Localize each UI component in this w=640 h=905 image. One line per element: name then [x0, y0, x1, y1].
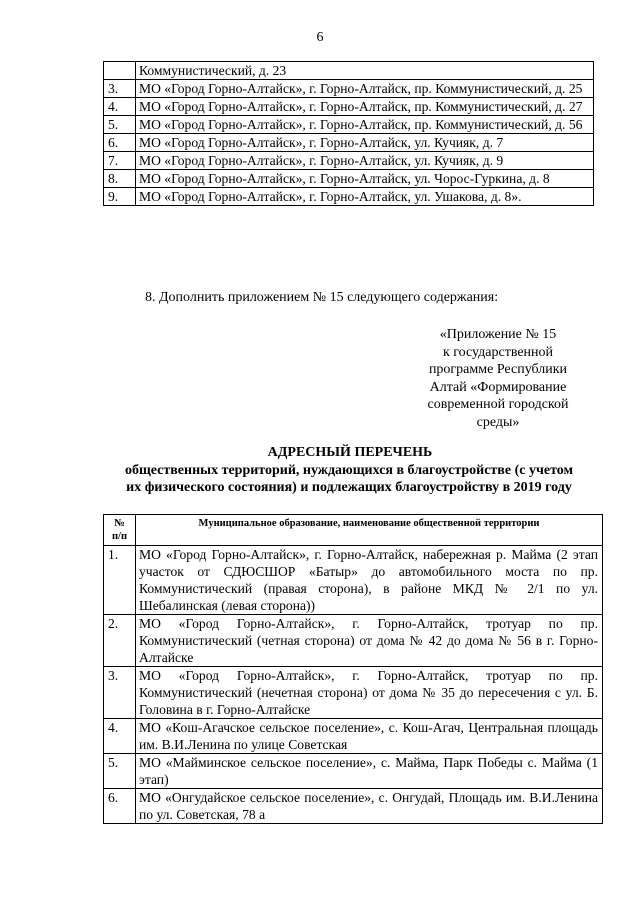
row-number: 5.	[104, 116, 136, 134]
table-row	[104, 170, 594, 188]
row-number: 9.	[104, 188, 136, 206]
table-header-row	[104, 515, 603, 546]
row-text: МО «Онгудайское сельское поселение», с. Онгудай, Площадь им. В.И.Ленина по ул. Советская, 78 а	[136, 789, 603, 824]
row-text: МО «Город Горно-Алтайск», г. Горно-Алтайск, тротуар по пр. Коммунистический (нечетная сторона) от дома № 35 до пересечения с ул. Б. Головина в г. Горно-Алтайске	[136, 667, 603, 719]
row-number: 2.	[104, 615, 136, 667]
table-row	[104, 754, 603, 789]
public-territories-table	[103, 514, 603, 824]
table-row	[104, 667, 603, 719]
row-text: МО «Кош-Агачское сельское поселение», с. Кош-Агач, Центральная площадь им. В.И.Ленина по улице Советская	[136, 719, 603, 754]
row-number: 3.	[104, 667, 136, 719]
row-text: МО «Город Горно-Алтайск», г. Горно-Алтайск, ул. Чорос-Гуркина, д. 8	[136, 170, 594, 188]
row-text: МО «Город Горно-Алтайск», г. Горно-Алтайск, ул. Кучияк, д. 9	[136, 152, 594, 170]
row-number: 5.	[104, 754, 136, 789]
table-row	[104, 719, 603, 754]
row-number: 3.	[104, 80, 136, 98]
row-text: МО «Город Горно-Алтайск», г. Горно-Алтайск, ул. Ушакова, д. 8».	[136, 188, 594, 206]
table-row	[104, 789, 603, 824]
row-number: 6.	[104, 789, 136, 824]
row-text: МО «Город Горно-Алтайск», г. Горно-Алтайск, пр. Коммунистический, д. 25	[136, 80, 594, 98]
header-number: № п/п	[104, 515, 136, 546]
header-territory: Муниципальное образование, наименование общественной территории	[136, 515, 603, 546]
address-table-continued	[103, 61, 594, 206]
row-text: МО «Город Горно-Алтайск», г. Горно-Алтайск, пр. Коммунистический, д. 56	[136, 116, 594, 134]
row-number: 7.	[104, 152, 136, 170]
row-text: МО «Город Горно-Алтайск», г. Горно-Алтайск, тротуар по пр. Коммунистический (четная сторона) от дома № 42 до дома № 56 в г. Горно-Алтайске	[136, 615, 603, 667]
table-row	[104, 98, 594, 116]
appendix-reference: «Приложение № 15 к государственной программе Республики Алтай «Формирование современной городской среды»	[427, 327, 569, 430]
row-text: МО «Город Горно-Алтайск», г. Горно-Алтайск, набережная р. Майма (2 этап участок от СДЮСШОР «Батыр» до автомобильного моста по пр. Коммунистический (правая сторона), в районе МКД № 2/1 по ул. Шебалинская (левая сторона))	[136, 546, 603, 615]
row-text: МО «Город Горно-Алтайск», г. Горно-Алтайск, пр. Коммунистический, д. 27	[136, 98, 594, 116]
table-row	[104, 62, 594, 80]
table-row	[104, 116, 594, 134]
amendment-paragraph: 8. Дополнить приложением № 15 следующего содержания:	[145, 290, 499, 305]
table-row	[104, 615, 603, 667]
row-text: МО «Майминское сельское поселение», с. Майма, Парк Победы с. Майма (1 этап)	[136, 754, 603, 789]
heading-subtitle: общественных территорий, нуждающихся в благоустройстве (с учетом их физического состояния) и подлежащих благоустройству в 2019 году	[124, 463, 574, 495]
row-number: 4.	[104, 98, 136, 116]
row-number: 6.	[104, 134, 136, 152]
table-row	[104, 188, 594, 206]
page-number: 6	[316, 30, 324, 45]
row-number: 4.	[104, 719, 136, 754]
row-number: 8.	[104, 170, 136, 188]
row-number: 1.	[104, 546, 136, 615]
row-text: Коммунистический, д. 23	[136, 62, 594, 80]
row-text: МО «Город Горно-Алтайск», г. Горно-Алтайск, ул. Кучияк, д. 7	[136, 134, 594, 152]
table-row	[104, 152, 594, 170]
table-row	[104, 80, 594, 98]
row-number	[104, 62, 136, 80]
heading-title: АДРЕСНЫЙ ПЕРЕЧЕНЬ	[267, 445, 433, 460]
table-row	[104, 546, 603, 615]
table-row	[104, 134, 594, 152]
